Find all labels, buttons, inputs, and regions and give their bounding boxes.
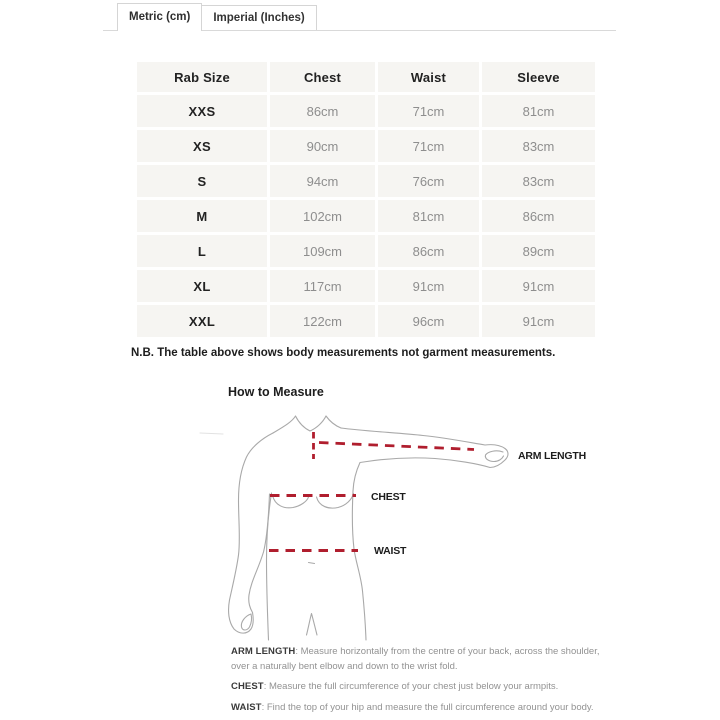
- measurement-cell: 89cm: [482, 235, 595, 267]
- size-cell: S: [137, 165, 267, 197]
- chest-label: CHEST: [371, 491, 406, 503]
- body-figure-outline: [200, 416, 508, 640]
- measure-instruction: WAIST: Find the top of your hip and measure the full circumference around your body.: [231, 701, 594, 713]
- measurement-cell: 122cm: [270, 305, 375, 337]
- measurement-cell: 83cm: [482, 130, 595, 162]
- measure-instruction: ARM LENGTH: Measure horizontally from the centre of your back, across the shoulder, over a naturally bent elbow and down to the wrist fold.: [231, 646, 600, 672]
- measurement-cell: 90cm: [270, 130, 375, 162]
- measurement-cell: 117cm: [270, 270, 375, 302]
- tab-metric[interactable]: Metric (cm): [117, 3, 202, 31]
- measurement-cell: 81cm: [378, 200, 479, 232]
- column-header-waist: Waist: [378, 62, 479, 92]
- size-cell: XS: [137, 130, 267, 162]
- size-cell: XXS: [137, 95, 267, 127]
- measure-instruction: CHEST: Measure the full circumference of your chest just below your armpits.: [231, 681, 559, 692]
- how-to-measure-title: How to Measure: [228, 385, 324, 399]
- size-cell: M: [137, 200, 267, 232]
- measurement-cell: 102cm: [270, 200, 375, 232]
- unit-tab-bar: [103, 3, 616, 31]
- size-cell: XXL: [137, 305, 267, 337]
- measurement-cell: 91cm: [482, 305, 595, 337]
- column-header-chest: Chest: [270, 62, 375, 92]
- size-cell: XL: [137, 270, 267, 302]
- measurement-cell: 91cm: [378, 270, 479, 302]
- body-measurements-note: N.B. The table above shows body measurements not garment measurements.: [131, 347, 556, 359]
- measurement-cell: 86cm: [482, 200, 595, 232]
- arm-length-label: ARM LENGTH: [518, 450, 586, 462]
- measurement-cell: 71cm: [378, 95, 479, 127]
- size-cell: L: [137, 235, 267, 267]
- column-header-size: Rab Size: [137, 62, 267, 92]
- measurement-cell: 91cm: [482, 270, 595, 302]
- measurement-cell: 96cm: [378, 305, 479, 337]
- measurement-cell: 71cm: [378, 130, 479, 162]
- arm-length-line: [319, 443, 474, 450]
- measurement-cell: 81cm: [482, 95, 595, 127]
- tab-imperial[interactable]: Imperial (Inches): [202, 5, 316, 30]
- faint-left-line: [200, 433, 223, 434]
- waist-label: WAIST: [374, 545, 407, 557]
- measurement-cell: 83cm: [482, 165, 595, 197]
- measurement-cell: 86cm: [378, 235, 479, 267]
- column-header-sleeve: Sleeve: [482, 62, 595, 92]
- measurement-cell: 109cm: [270, 235, 375, 267]
- measure-instructions: [231, 645, 616, 720]
- size-table: [137, 62, 595, 337]
- measure-diagram: [195, 400, 595, 658]
- measurement-cell: 86cm: [270, 95, 375, 127]
- measurement-cell: 76cm: [378, 165, 479, 197]
- measurement-cell: 94cm: [270, 165, 375, 197]
